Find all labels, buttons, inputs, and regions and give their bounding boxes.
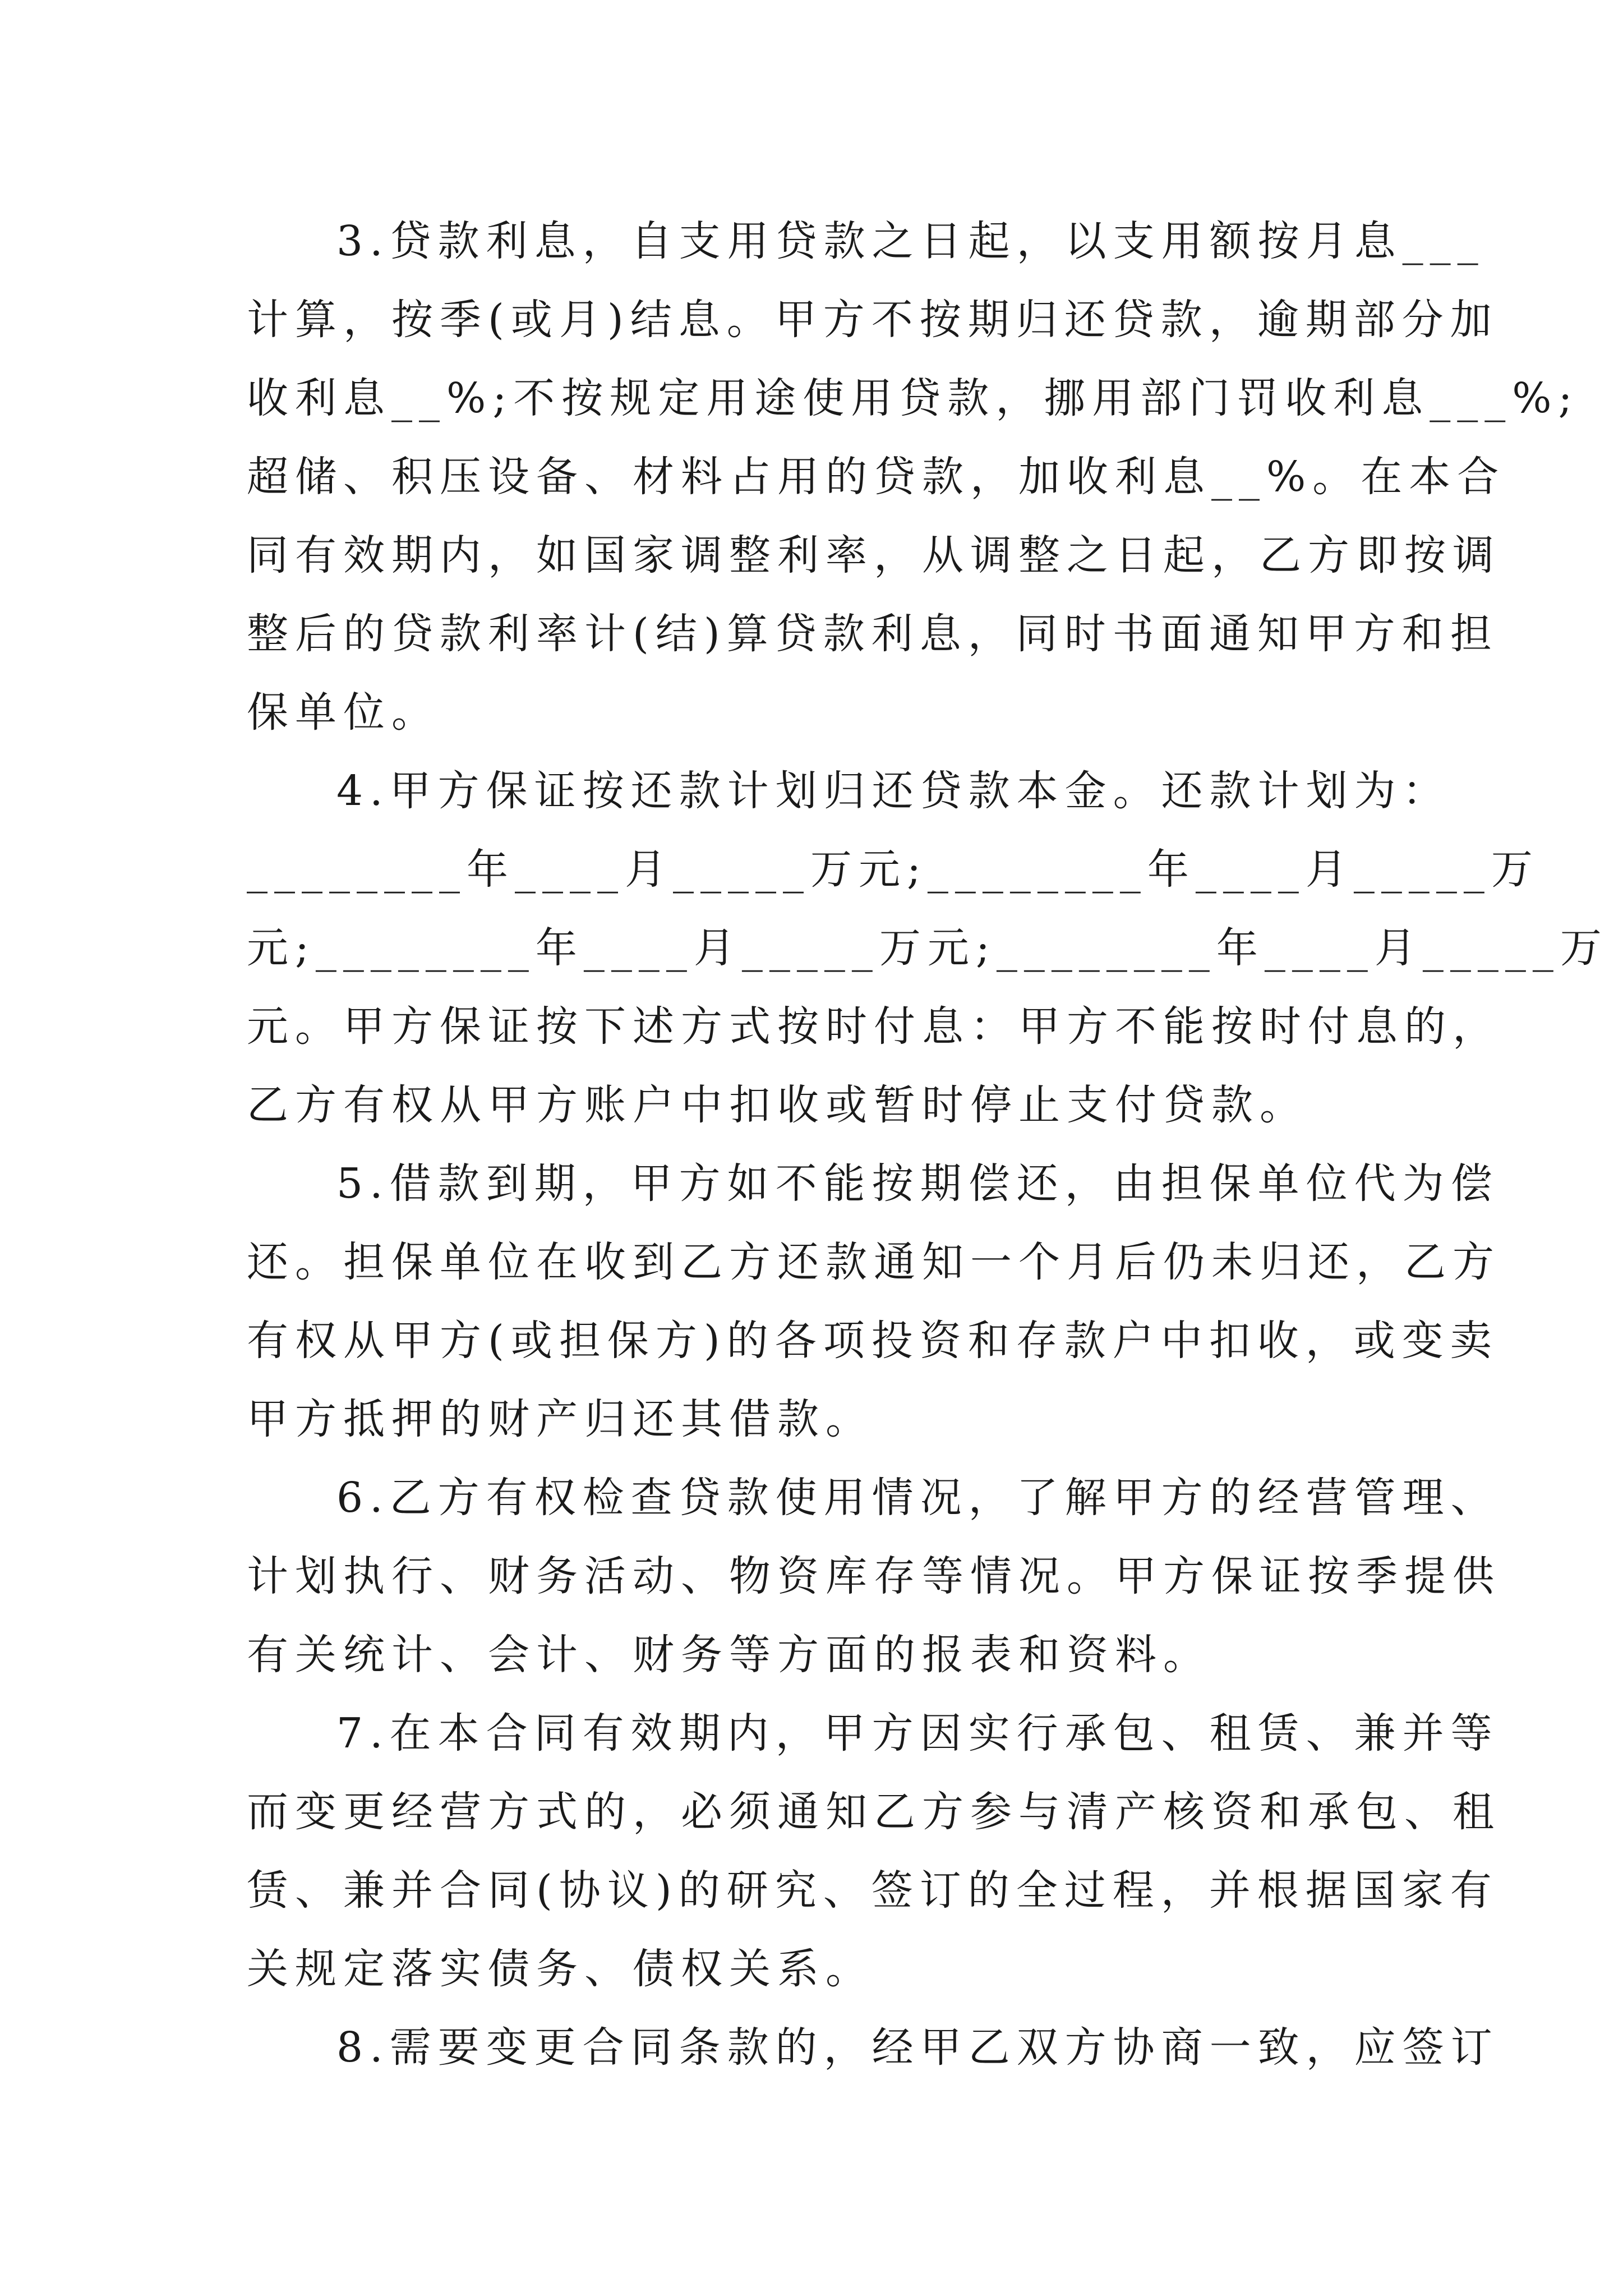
paragraph-3-line-3: 收利息__%;不按规定用途使用贷款，挪用部门罚收利息___%; <box>247 374 1579 422</box>
paragraph-8-line-1: 8.需要变更合同条款的，经甲乙双方协商一致，应签订 <box>336 2023 1499 2072</box>
paragraph-3-line-4: 超储、积压设备、材料占用的贷款，加收利息__%。在本合 <box>247 453 1506 501</box>
paragraph-5-line-2: 还。担保单位在收到乙方还款通知一个月后仍未归还，乙方 <box>247 1238 1501 1286</box>
paragraph-4-line-4: 元。甲方保证按下述方式按时付息：甲方不能按时付息的， <box>247 1002 1501 1051</box>
paragraph-4-line-3: 元;________年____月_____万元;________年____月_____万 <box>247 924 1608 972</box>
paragraph-3-line-2: 计算，按季(或月)结息。甲方不按期归还贷款，逾期部分加 <box>247 296 1498 344</box>
paragraph-6-line-1: 6.乙方有权检查贷款使用情况，了解甲方的经营管理、 <box>336 1474 1499 1522</box>
paragraph-4-line-2: ________年____月_____万元;________年____月_____万 <box>247 845 1539 894</box>
paragraph-5-line-4: 甲方抵押的财产归还其借款。 <box>247 1395 874 1443</box>
paragraph-7-line-1: 7.在本合同有效期内，甲方因实行承包、租赁、兼并等 <box>336 1709 1499 1757</box>
paragraph-7-line-4: 关规定落实债务、债权关系。 <box>247 1945 874 1993</box>
paragraph-4-line-1: 4.甲方保证按还款计划归还贷款本金。还款计划为： <box>336 767 1451 815</box>
paragraph-5-line-1: 5.借款到期，甲方如不能按期偿还，由担保单位代为偿 <box>336 1159 1499 1208</box>
paragraph-3-line-1: 3.贷款利息，自支用贷款之日起，以支用额按月息___ <box>336 217 1485 265</box>
paragraph-3-line-7: 保单位。 <box>247 688 440 737</box>
paragraph-6-line-3: 有关统计、会计、财务等方面的报表和资料。 <box>247 1631 1211 1679</box>
paragraph-5-line-3: 有权从甲方(或担保方)的各项投资和存款户中扣收，或变卖 <box>247 1317 1498 1365</box>
paragraph-3-line-6: 整后的贷款利率计(结)算贷款利息，同时书面通知甲方和担 <box>247 610 1498 658</box>
paragraph-3-line-5: 同有效期内，如国家调整利率，从调整之日起，乙方即按调 <box>247 531 1501 579</box>
paragraph-6-line-2: 计划执行、财务活动、物资库存等情况。甲方保证按季提供 <box>247 1552 1501 1600</box>
paragraph-7-line-2: 而变更经营方式的，必须通知乙方参与清产核资和承包、租 <box>247 1788 1501 1836</box>
paragraph-4-line-5: 乙方有权从甲方账户中扣收或暂时停止支付贷款。 <box>247 1081 1308 1129</box>
paragraph-7-line-3: 赁、兼并合同(协议)的研究、签订的全过程，并根据国家有 <box>247 1866 1498 1915</box>
